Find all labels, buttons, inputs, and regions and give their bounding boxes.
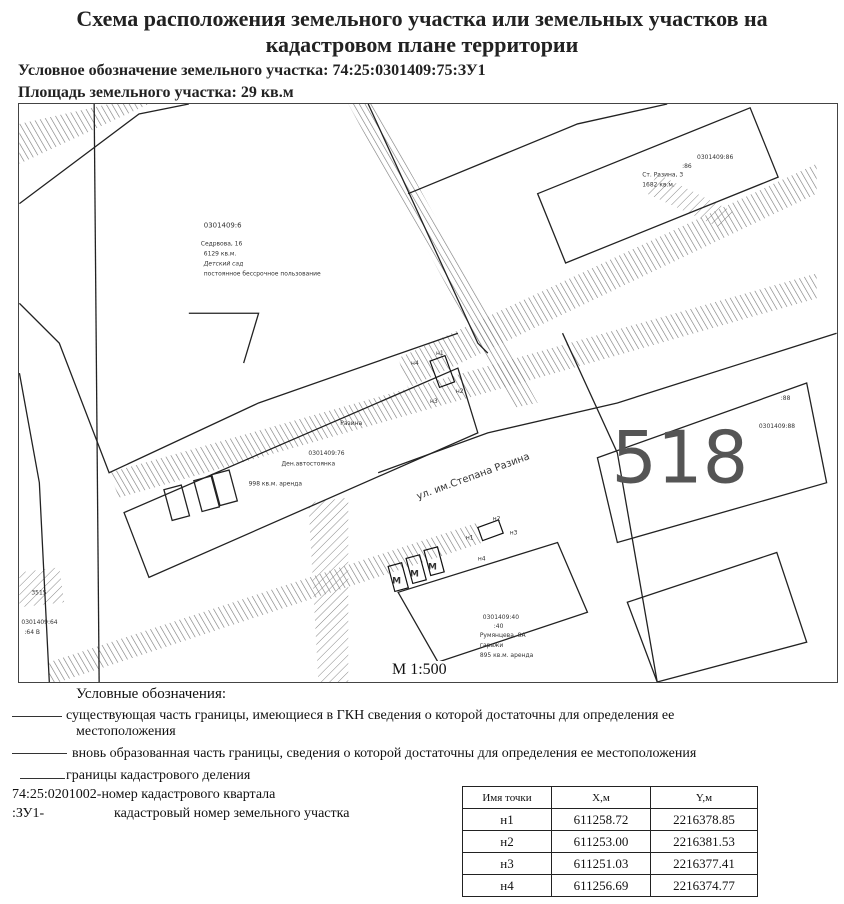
point-n3-south: н3 xyxy=(509,529,518,537)
cell-y: 2216377.41 xyxy=(651,853,758,875)
point-n2-south: н2 xyxy=(492,515,501,523)
legend-item-existing-text-2: местоположения xyxy=(76,724,176,739)
header-y: Y,м xyxy=(651,787,758,809)
garage-mark-2: М xyxy=(410,569,419,580)
legend-item-new: вновь образованная часть границы, сведения о которой достаточны для определения ее местоположения xyxy=(72,746,697,761)
title-line-2: кадастровом плане территории xyxy=(265,32,579,57)
label-permanent-use: постоянное бессрочное пользование xyxy=(203,270,321,278)
legend-item-parcel-code: :ЗУ1- xyxy=(12,806,45,821)
label-q-0301409-64: 0301409:64 xyxy=(21,619,58,627)
legend-line-new xyxy=(12,753,67,754)
label-q-40: :40 xyxy=(493,623,504,631)
label-q-88: :88 xyxy=(780,394,791,402)
label-q-86: :86 xyxy=(682,162,692,170)
garage-mark-1: М xyxy=(392,576,402,587)
point-n4-south: н4 xyxy=(477,555,486,563)
cell-y: 2216374.77 xyxy=(651,875,758,897)
label-q-0301409-6: 0301409:6 xyxy=(203,221,242,230)
label-area-998: 998 кв.м. аренда xyxy=(248,480,303,488)
legend-item-quarter: 74:25:0201002-номер кадастрового квартала xyxy=(12,787,276,802)
cell-name: н3 xyxy=(463,853,552,875)
label-area-1682: 1682 кв.м. xyxy=(642,181,675,189)
label-garages: гаражи xyxy=(479,642,504,650)
table-row xyxy=(463,831,758,853)
cell-x: 611251.03 xyxy=(552,853,651,875)
label-q-0301409-88: 0301409:88 xyxy=(758,422,796,430)
cell-name: н4 xyxy=(463,875,552,897)
map-scale: М 1:500 xyxy=(392,661,447,678)
garage-mark-3: М xyxy=(428,562,437,573)
cell-x: 611253.00 xyxy=(552,831,651,853)
legend-heading: Условные обозначения: xyxy=(76,686,227,702)
label-sedovo: Седрвова, 16 xyxy=(200,240,243,248)
street-name: ул. им.Степана Разина xyxy=(415,451,532,503)
parcel-designation: Условное обозначение земельного участка: 74:25:0301409:75:ЗУ1 xyxy=(18,62,486,79)
road-hatching xyxy=(19,104,816,682)
label-commercial: Ден.автостоянка xyxy=(281,460,336,468)
label-area-895: 895 кв.м. аренда xyxy=(479,652,534,660)
cadastral-map xyxy=(18,103,838,683)
title-line-1: Схема расположения земельного участка или земельных участков на xyxy=(76,6,768,31)
quarter-number: 518 xyxy=(611,415,749,500)
label-q-3515: 3515 xyxy=(31,589,47,597)
point-n3-north: н3 xyxy=(429,397,438,405)
point-n1-north: н1 xyxy=(435,350,444,358)
table-row xyxy=(463,853,758,875)
legend-item-existing-text: существующая часть границы, имеющиеся в ГКН сведения о которой достаточны для определения ее xyxy=(66,708,675,723)
parcel-area: Площадь земельного участка: 29 кв.м xyxy=(18,84,294,101)
table-row xyxy=(463,875,758,897)
cell-y: 2216378.85 xyxy=(651,809,758,831)
legend-line-cadastral xyxy=(20,778,65,779)
label-rasina: Разина xyxy=(340,419,363,427)
legend-item-parcel-text: кадастровый номер земельного участка xyxy=(114,806,350,821)
point-n1-south: н1 xyxy=(465,534,474,542)
coordinates-table xyxy=(462,786,758,897)
cell-x: 611258.72 xyxy=(552,809,651,831)
cell-name: н1 xyxy=(463,809,552,831)
page-title xyxy=(0,6,844,58)
point-n4-north: н4 xyxy=(411,360,419,368)
cell-name: н2 xyxy=(463,831,552,853)
label-kindergarten: Детский сад xyxy=(203,260,244,268)
header-x: X,м xyxy=(552,787,651,809)
label-razina-street: Ст. Разина, 3 xyxy=(642,171,684,179)
table-row xyxy=(463,809,758,831)
point-n2-north: н2 xyxy=(455,388,464,395)
label-q-64: :64 В xyxy=(24,629,41,637)
label-rumyantseva: Румянцева, 8А xyxy=(479,632,526,640)
cell-x: 611256.69 xyxy=(552,875,651,897)
label-q-0301409-40: 0301409:40 xyxy=(482,614,520,622)
label-area-6129: 6129 кв.м. xyxy=(203,250,237,258)
label-q-0301409-86: 0301409:86 xyxy=(697,153,734,161)
legend-item-cadastral: границы кадастрового деления xyxy=(66,768,251,783)
legend-item-existing xyxy=(66,708,826,740)
label-q-0301409-76: 0301409:76 xyxy=(308,449,345,457)
table-header-row xyxy=(463,787,758,809)
header-point-name: Имя точки xyxy=(463,787,552,809)
cell-y: 2216381.53 xyxy=(651,831,758,853)
legend-line-existing xyxy=(12,716,62,717)
